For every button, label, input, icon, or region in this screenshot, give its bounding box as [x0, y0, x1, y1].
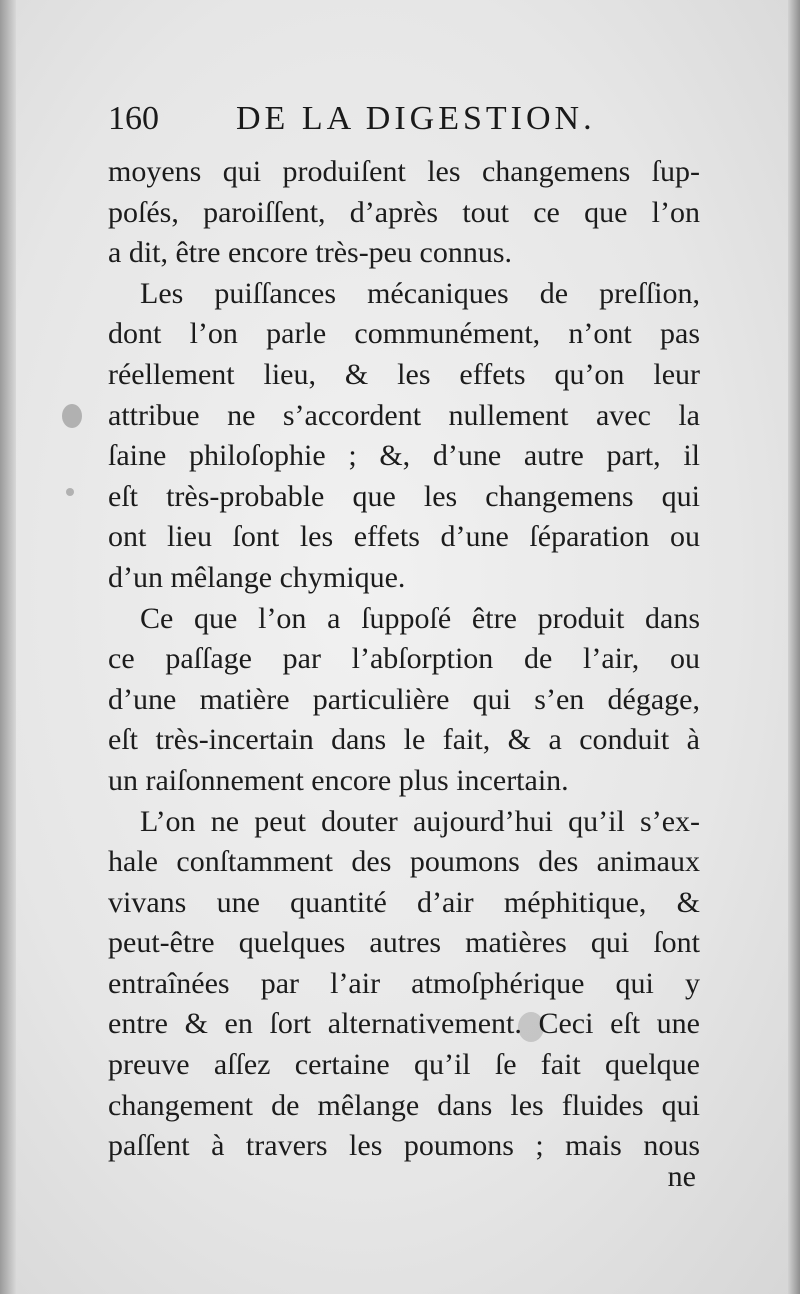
- text-line: preuve aſſez certaine qu’il ſe fait quelque: [108, 1048, 700, 1082]
- body-text: [108, 152, 700, 1167]
- text-line: ce paſſage par l’abſorption de l’air, ou: [108, 642, 700, 676]
- text-line: hale conſtamment des poumons des animaux: [108, 845, 700, 879]
- ink-spot: [66, 488, 74, 496]
- running-head: DE LA DIGESTION.: [236, 100, 596, 137]
- ink-spot: [62, 404, 82, 428]
- text-line: changement de mêlange dans les fluides qui: [108, 1088, 700, 1122]
- text-line: ont lieu ſont les effets d’une ſéparation ou: [108, 520, 700, 554]
- text-line: Ce que l’on a ſuppoſé être produit dans: [140, 601, 700, 635]
- page-header: [108, 100, 708, 144]
- text-line: un raiſonnement encore plus incertain.: [108, 763, 569, 797]
- text-line: réellement lieu, & les effets qu’on leur: [108, 357, 700, 391]
- catchword: ne: [667, 1160, 696, 1193]
- text-line: paſſent à travers les poumons ; mais nous: [108, 1129, 700, 1163]
- page-number: 160: [108, 100, 159, 137]
- text-line: attribue ne s’accordent nullement avec la: [108, 398, 700, 432]
- text-line: vivans une quantité d’air méphitique, &: [108, 885, 700, 919]
- text-line: entraînées par l’air atmoſphérique qui y: [108, 966, 700, 1000]
- text-line: moyens qui produiſent les changemens ſup-: [108, 155, 700, 188]
- text-line: eſt très-probable que les changemens qui: [108, 479, 700, 513]
- page-right-edge: [788, 0, 800, 1294]
- page-left-edge: [0, 0, 16, 1294]
- text-line: a dit, être encore très-peu connus.: [108, 236, 512, 270]
- text-line: ſaine philoſophie ; &, d’une autre part, il: [108, 439, 700, 473]
- text-line: d’un mêlange chymique.: [108, 560, 406, 594]
- text-line: dont l’on parle communément, n’ont pas: [108, 317, 700, 351]
- text-line: eſt très-incertain dans le fait, & a conduit à: [108, 723, 700, 757]
- text-line: peut-être quelques autres matières qui ſont: [108, 926, 700, 960]
- text-line: L’on ne peut douter aujourd’hui qu’il s’ex-: [140, 804, 700, 838]
- text-line: entre & en ſort alternativement. Ceci eſt une: [108, 1007, 700, 1041]
- text-line: d’une matière particulière qui s’en dégage,: [108, 682, 700, 716]
- text-line: Les puiſſances mécaniques de preſſion,: [140, 276, 700, 310]
- text-line: poſés, paroiſſent, d’après tout ce que l’on: [108, 195, 700, 229]
